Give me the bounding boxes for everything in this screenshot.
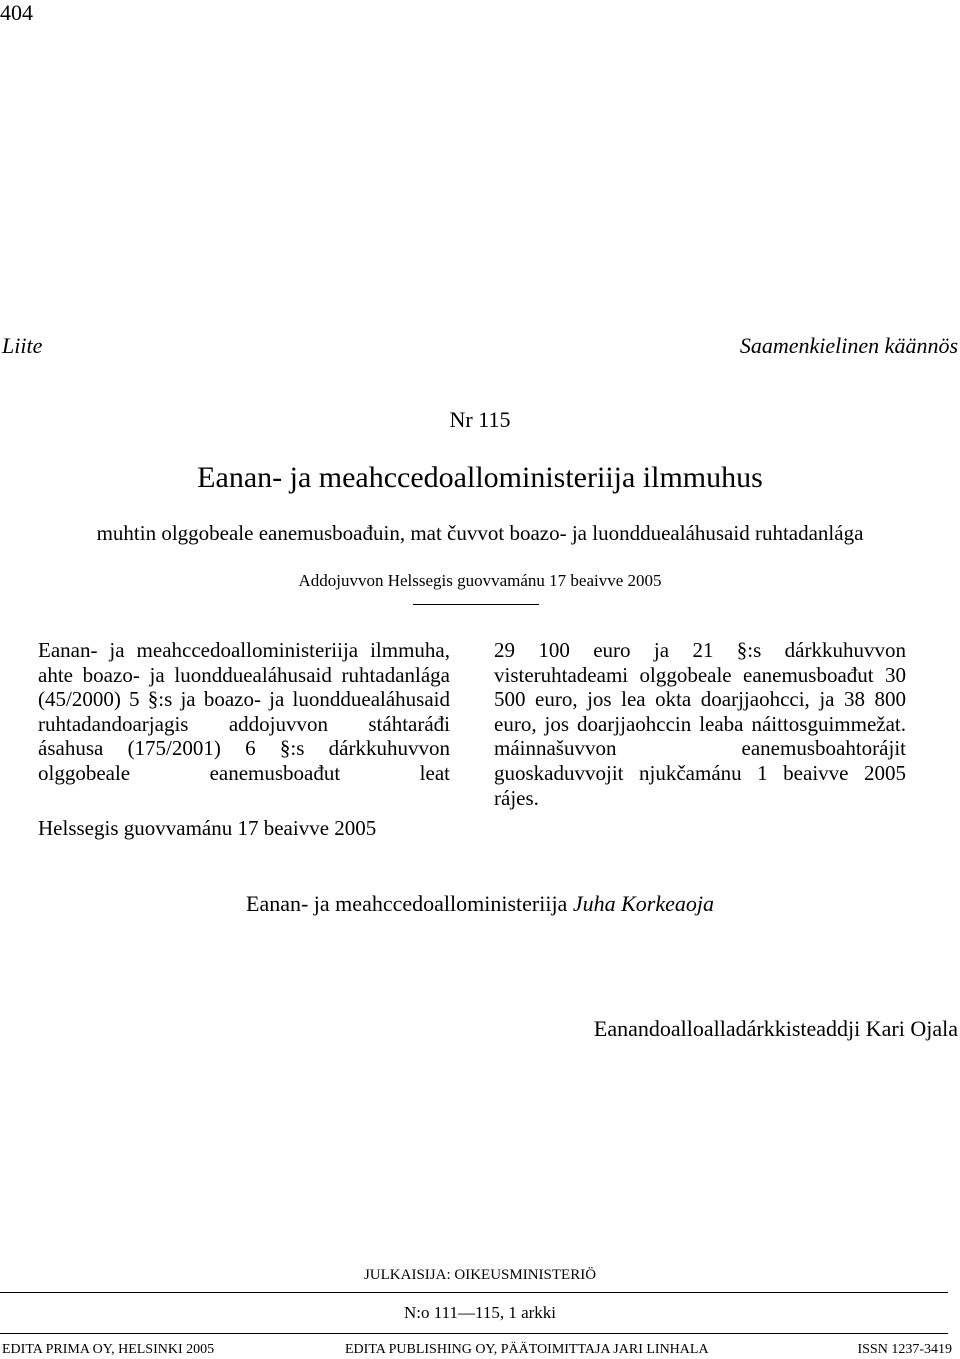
footer-printer: EDITA PRIMA OY, HELSINKI 2005 bbox=[2, 1342, 215, 1357]
body-right-text: 29 100 euro ja 21 §:s dárkkuhuvvon visteruhtadeami olggobeale eanemusboađut 30 500 euro, jos lea okta doarjjaohcci, ja 38 800 euro, jos doarjjaohccin leaba náittosguimmežat. máinnašuvvon eanemusboahtorájit guoskaduvvojit njukčamánu 1 beaivve 2005 rájes. bbox=[494, 638, 906, 810]
title-divider bbox=[413, 604, 539, 605]
header-translation-label: Saamenkielinen käännös bbox=[739, 333, 958, 358]
footer-rule-bottom bbox=[0, 1333, 948, 1334]
body-left-text: Eanan- ja meahccedoalloministeriija ilmmuha, ahte boazo- ja luondduealáhusaid ruhtadanlága (45/2000) 5 §:s ja boazo- ja luondduealáhusaid ruhtadandoarjagis addojuvvon stáhtaráđi ásahusa (175/2001) 6 §:s dárkkuhuvvon olggobeale eanemusboađut leat bbox=[38, 638, 450, 785]
place-date: Helssegis guovvamánu 17 beaivve 2005 bbox=[38, 816, 377, 840]
document-title: Eanan- ja meahccedoalloministeriija ilmmuhus bbox=[197, 461, 763, 494]
footer-editor: EDITA PUBLISHING OY, PÄÄTOIMITTAJA JARI LINHALA bbox=[345, 1342, 709, 1357]
minister-name: Juha Korkeaoja bbox=[572, 891, 714, 916]
footer-issn: ISSN 1237-3419 bbox=[857, 1342, 952, 1357]
document-number: Nr 115 bbox=[449, 407, 511, 432]
document-subtitle: muhtin olggobeale eanemusboađuin, mat čuvvot boazo- ja luondduealáhusaid ruhtadanlága bbox=[96, 521, 864, 545]
footer-rule-top bbox=[0, 1292, 948, 1293]
header-appendix-label: Liite bbox=[2, 333, 43, 358]
footer-publisher: JULKAISIJA: OIKEUSMINISTERIÖ bbox=[363, 1267, 597, 1283]
minister-signature bbox=[0, 891, 960, 917]
issued-date: Addojuvvon Helssegis guovvamánu 17 beaivve 2005 bbox=[298, 571, 662, 590]
body-right-column bbox=[494, 638, 906, 810]
footer-issue-numbers: N:o 111—115, 1 arkki bbox=[403, 1303, 557, 1322]
official-signature: Eanandoalloalladárkkisteaddji Kari Ojala bbox=[593, 1016, 958, 1041]
body-left-column bbox=[38, 638, 450, 786]
minister-role: Eanan- ja meahccedoalloministeriija bbox=[246, 891, 573, 916]
page-number: 404 bbox=[0, 0, 33, 25]
